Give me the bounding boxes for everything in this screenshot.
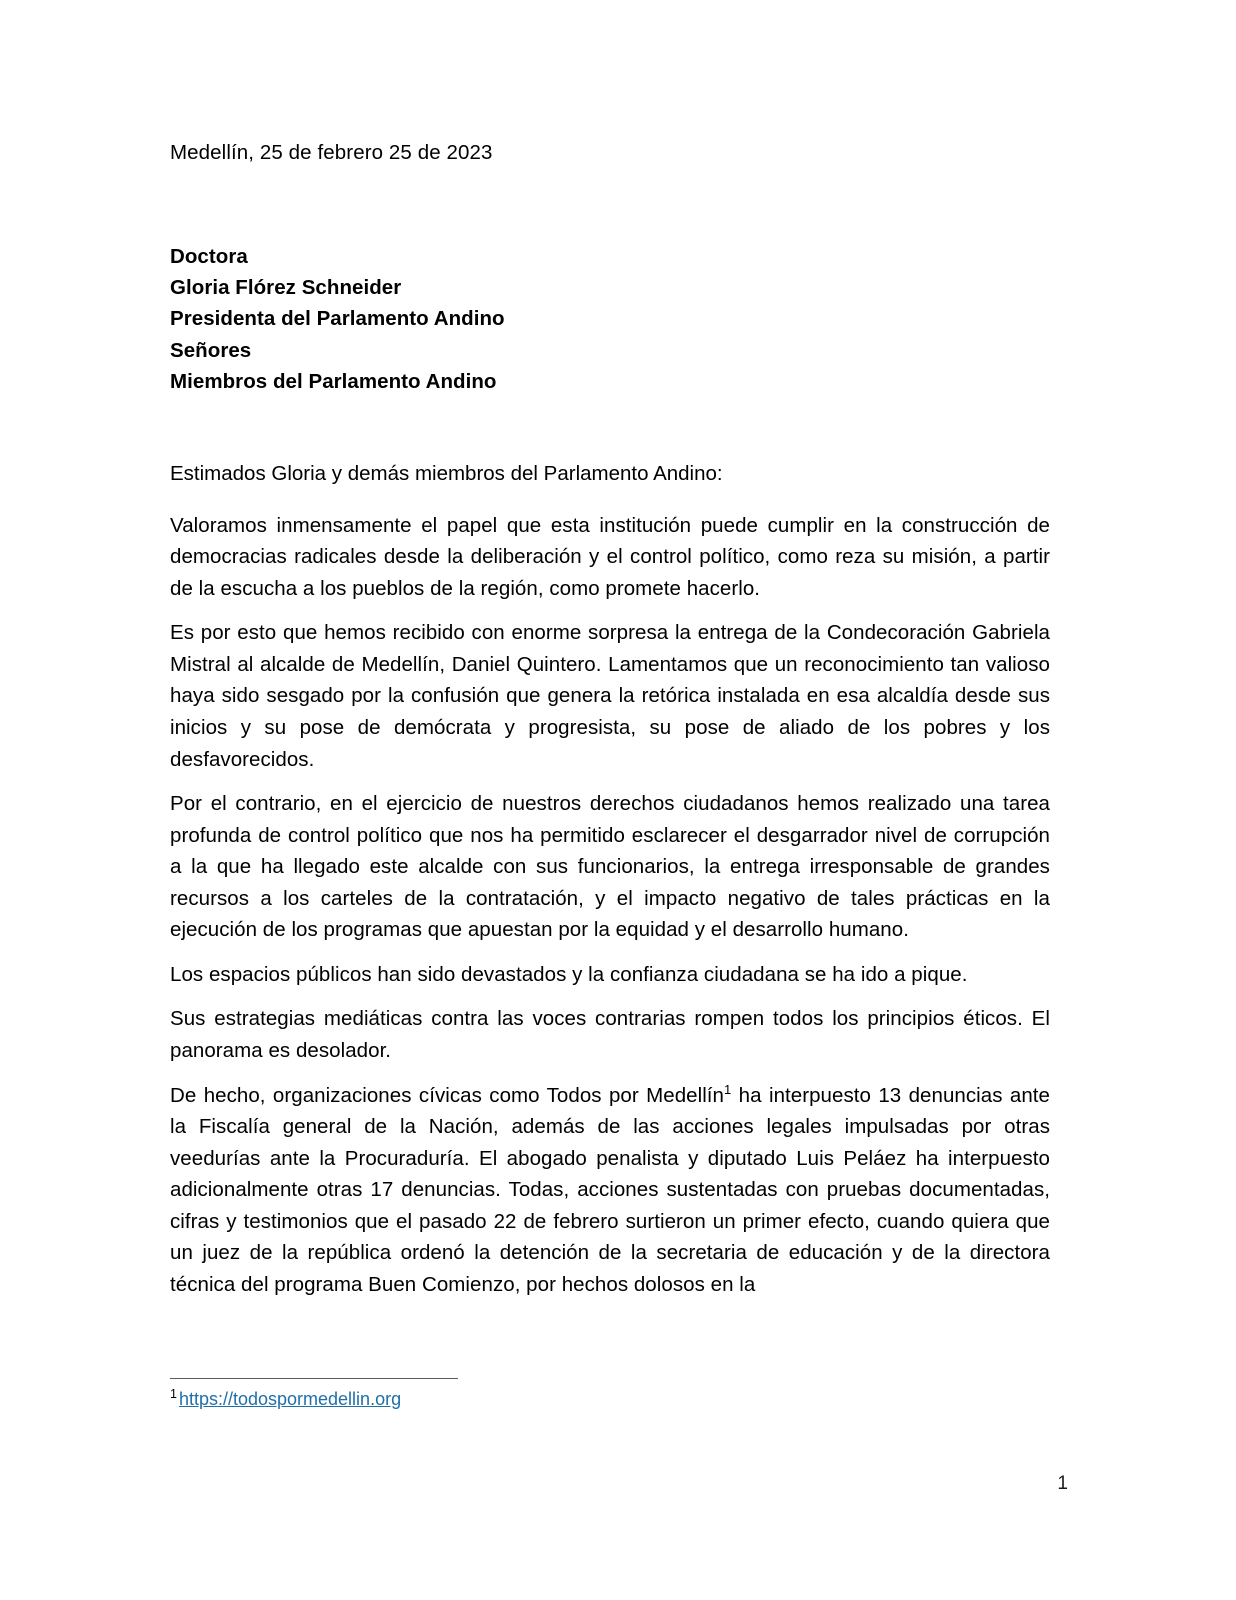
paragraph-4: Los espacios públicos han sido devastados y la confianza ciudadana se ha ido a pique. xyxy=(170,962,968,986)
footnote-entry xyxy=(170,1388,1050,1411)
paragraph-6-before-footnote: De hecho, organizaciones cívicas como Todos por Medellín xyxy=(170,1083,725,1107)
addressee-block xyxy=(170,241,1050,397)
date-line: Medellín, 25 de febrero 25 de 2023 xyxy=(170,141,493,164)
footnote-marker: 1 xyxy=(170,1387,177,1401)
footnote-area xyxy=(170,1378,1050,1411)
paragraph-6 xyxy=(170,1080,1050,1301)
page-number: 1 xyxy=(1057,1473,1068,1494)
addressee-line-name: Gloria Flórez Schneider xyxy=(170,276,402,300)
paragraph-3: Por el contrario, en el ejercicio de nuestros derechos ciudadanos hemos realizado una tarea profunda de control político que nos ha permitido esclarecer el desgarrador nivel de corrupción a la que ha llegado este alcalde con sus funcionarios, la entrega irresponsable de grandes recursos a los carteles de la contratación, y el impacto negativo de tales prácticas en la ejecución de los programas que apuestan por la equidad y el desarrollo humano. xyxy=(170,792,1050,942)
paragraph-2: Es por esto que hemos recibido con enorme sorpresa la entrega de la Condecoración Gabriela Mistral al alcalde de Medellín, Daniel Quintero. Lamentamos que un reconocimiento tan valioso haya sido sesgado por la confusión que genera la retórica instalada en esa alcaldía desde sus inicios y su pose de demócrata y progresista, su pose de aliado de los pobres y los desfavorecidos. xyxy=(170,621,1050,771)
salutation: Estimados Gloria y demás miembros del Parlamento Andino: xyxy=(170,461,723,485)
addressee-line-senores: Señores xyxy=(170,338,252,362)
addressee-line-members: Miembros del Parlamento Andino xyxy=(170,369,497,393)
paragraph-5: Sus estrategias mediáticas contra las voces contrarias rompen todos los principios éticos. El panorama es desolador. xyxy=(170,1007,1050,1063)
paragraph-1: Valoramos inmensamente el papel que esta institución puede cumplir en la construcción de democracias radicales desde la deliberación y el control político, como reza su misión, a partir de la escucha a los pueblos de la región, como promete hacerlo. xyxy=(170,513,1050,600)
footnote-separator-rule xyxy=(170,1378,458,1379)
paragraph-group xyxy=(170,510,1050,1301)
addressee-line-role: Presidenta del Parlamento Andino xyxy=(170,307,505,331)
paragraph-6-after-footnote: ha interpuesto 13 denuncias ante la Fiscalía general de la Nación, además de las acciones legales impulsadas por otras veedurías ante la Procuraduría. El abogado penalista y diputado Luis Peláez ha interpuesto adicionalmente otras 17 denuncias. Todas, acciones sustentadas con pruebas documentadas, cifras y testimonios que el pasado 22 de febrero surtieron un primer efecto, cuando quiera que un juez de la república ordenó la detención de la secretaria de educación y de la directora técnica del programa Buen Comienzo, por hechos dolosos en la xyxy=(170,1083,1051,1296)
footnote-url-link[interactable]: https://todospormedellin.org xyxy=(178,1389,402,1409)
footnote-reference-marker[interactable]: 1 xyxy=(724,1081,732,1097)
document-body xyxy=(170,138,1050,1301)
addressee-line-title: Doctora xyxy=(170,245,248,269)
